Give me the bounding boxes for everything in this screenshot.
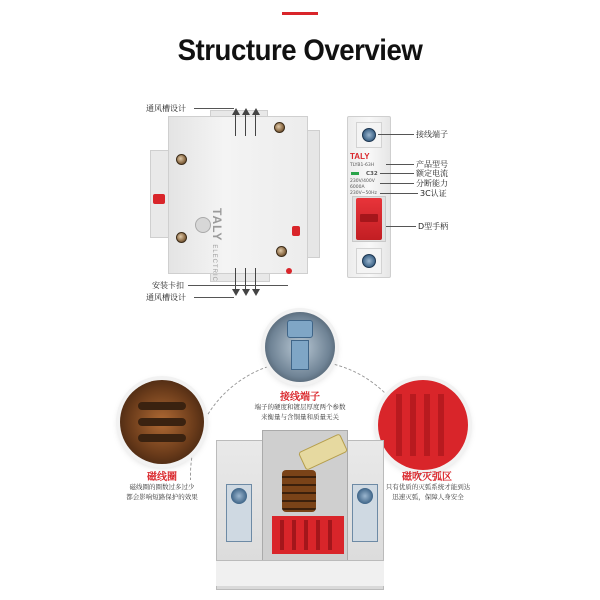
side-housing bbox=[168, 116, 308, 274]
vent-arrow-down-icon bbox=[252, 268, 260, 296]
vent-arrow-up-icon bbox=[242, 108, 250, 136]
vent-arrow-down-icon bbox=[242, 268, 250, 296]
label-mount-clip: 安装卡扣 bbox=[152, 281, 184, 290]
arc-fin bbox=[280, 520, 284, 550]
detail-coil-desc: 磁线圈的圈数过多过少 都会影响短路保护的效果 bbox=[126, 483, 198, 501]
leader-line bbox=[380, 173, 414, 174]
detail-arc-title: 磁吹灭弧区 bbox=[402, 472, 452, 483]
detail-arc-desc: 只有优质的灭弧系统才能到达 迅速灭弧，保障人身安全 bbox=[385, 483, 471, 501]
coil-winding bbox=[138, 402, 186, 410]
leader-line bbox=[386, 226, 416, 227]
vent-arrow-up-icon bbox=[232, 108, 240, 136]
vent-arrow-down-icon bbox=[232, 268, 240, 296]
leader-line bbox=[386, 164, 414, 165]
front-current-text: C32 bbox=[366, 171, 378, 177]
label-vent-bottom: 通风槽设计 bbox=[146, 293, 186, 302]
detail-terminal-title: 接线端子 bbox=[280, 392, 320, 403]
cutaway-coil bbox=[282, 470, 316, 512]
side-red-tab bbox=[292, 226, 300, 236]
arc-fin bbox=[424, 394, 430, 456]
arc-chute-closeup bbox=[378, 380, 468, 470]
terminal-screw-icon bbox=[362, 254, 376, 268]
side-dial bbox=[195, 217, 211, 233]
rivet-icon bbox=[176, 154, 187, 165]
terminal-screw-icon bbox=[362, 128, 376, 142]
leader-line bbox=[188, 285, 288, 286]
coil-closeup bbox=[120, 380, 204, 464]
rivet-icon bbox=[274, 122, 285, 133]
leader-line bbox=[380, 193, 418, 194]
side-right-lip bbox=[306, 130, 320, 258]
arc-fin bbox=[328, 520, 332, 550]
label-handle: D型手柄 bbox=[418, 222, 449, 231]
side-brand-text: TALYELECTRIC bbox=[210, 208, 224, 283]
coil-winding bbox=[138, 418, 186, 426]
front-spec-line2: 6000A bbox=[350, 185, 365, 190]
front-logo: TALY bbox=[350, 152, 370, 161]
detail-coil-title: 磁线圈 bbox=[147, 472, 177, 483]
cutaway-base bbox=[216, 560, 384, 586]
label-rated-current: 额定电流 bbox=[416, 169, 448, 178]
leader-line bbox=[194, 108, 234, 109]
arc-fin bbox=[438, 394, 444, 456]
leader-line bbox=[380, 183, 414, 184]
detail-terminal-desc: 端子的硬度和镀层厚度两个参数 来衡量与含铜量和质量无关 bbox=[254, 403, 346, 421]
label-vent-top: 通风槽设计 bbox=[146, 104, 186, 113]
terminal-clamp-closeup bbox=[291, 340, 309, 370]
arc-fin bbox=[396, 394, 402, 456]
page-title: Structure Overview bbox=[177, 34, 423, 67]
vent-arrow-up-icon bbox=[252, 108, 260, 136]
label-model: 产品型号 bbox=[416, 160, 448, 169]
label-breaking-capacity: 分断能力 bbox=[416, 179, 448, 188]
side-red-dot bbox=[286, 268, 292, 274]
terminal-screw-icon bbox=[357, 488, 373, 504]
leader-line bbox=[378, 134, 414, 135]
front-freq-text: 230V~50Hz bbox=[350, 191, 377, 196]
arc-fin bbox=[304, 520, 308, 550]
arc-fin bbox=[316, 520, 320, 550]
terminal-closeup bbox=[265, 312, 335, 382]
title-accent-bar bbox=[282, 12, 318, 15]
front-handle-grip bbox=[360, 214, 378, 222]
rivet-icon bbox=[276, 246, 287, 257]
label-cert: 3C认证 bbox=[420, 189, 447, 198]
label-terminal: 接线端子 bbox=[416, 130, 448, 139]
terminal-screw-icon bbox=[231, 488, 247, 504]
rivet-icon bbox=[176, 232, 187, 243]
side-red-tab bbox=[153, 194, 165, 204]
front-model-text: TLYB1-63H bbox=[350, 163, 375, 168]
coil-winding bbox=[138, 434, 186, 442]
front-spec-line1: 230V/400V bbox=[350, 179, 375, 184]
front-status-indicator bbox=[351, 172, 359, 175]
arc-fin bbox=[292, 520, 296, 550]
arc-fin bbox=[410, 394, 416, 456]
terminal-screw-closeup bbox=[287, 320, 313, 338]
leader-line bbox=[194, 297, 234, 298]
